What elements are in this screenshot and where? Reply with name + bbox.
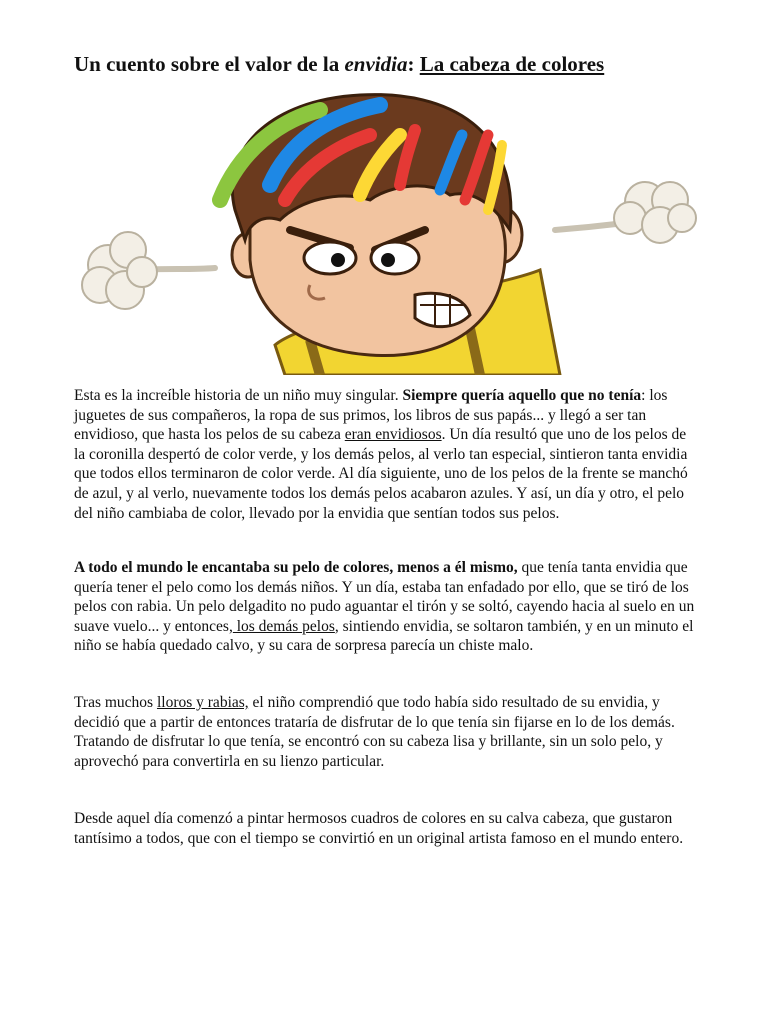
paragraph-2: A todo el mundo le encantaba su pelo de colores, menos a él mismo, que tenía tanta envidia que quería tener el pelo como los demás niños. Y un día, estaba tan enfadado por ello, que se tiró de los pelos con rabia. Un pelo delgadito no pudo aguantar el tirón y se soltó, cayendo hacia al suelo en un suave vuelo... y entonces, los demás pelos, sintiendo envidia, se soltaron también, y en un minuto el niño se había quedado calvo, y su cara de sorpresa parecía un chiste malo. [74, 559, 695, 655]
page-title: Un cuento sobre el valor de la envidia: La cabeza de colores [74, 52, 605, 76]
title-italic-word: envidia [344, 52, 408, 76]
underlined-phrase: lloros y rabias, [156, 694, 249, 711]
paragraph-4: Desde aquel día comenzó a pintar hermosos cuadros de colores en su calva cabeza, que gustaron tantísimo a todos, que con el tiempo se convirtió en un original artista famoso en el mundo entero. [74, 810, 684, 847]
underlined-phrase: eran envidiosos [344, 426, 442, 444]
paragraph-1: Esta es la increíble historia de un niño muy singular. Siempre quería aquello que no tenía: los juguetes de sus compañeros, la ropa de sus primos, los libros de sus papás... y llegó a ser tan envidioso, que hasta los pelos de su cabeza eran envidiosos. Un día resultó que uno de los pelos de la coronilla despertó de color verde, y los demás pelos, al verlo tan especial, sintieron tanta envidia que todos ellos terminaron de color verde. Al día siguiente, uno de los pelos de la frente se manchó de azul, y al verlo, nuevamente todos los demás pelos acabaron azules. Y así, un día y otro, el pelo del niño cambiaba de color, llevado por la envidia que sentían todos sus pelos. [74, 387, 688, 522]
steam-cloud-right-icon [555, 182, 696, 243]
title-underlined: La cabeza de colores [419, 52, 605, 76]
angry-boy-illustration [70, 90, 710, 375]
underlined-phrase: los demás pelos [232, 617, 335, 635]
eye-left-icon [304, 242, 356, 274]
steam-cloud-left-icon [82, 232, 215, 309]
paragraph-3: Tras muchos lloros y rabias, el niño comprendió que todo había sido resultado de su envidia, y decidió que a partir de entonces trataría de disfrutar de lo que tenía sin fijarse en lo de los demás. Tratando de disfrutar lo que tenía, se encontró con su cabeza lisa y brillante, sin un solo pelo, y aprovechó para convertirla en su lienzo particular. [74, 694, 675, 770]
eye-right-icon [371, 242, 419, 274]
